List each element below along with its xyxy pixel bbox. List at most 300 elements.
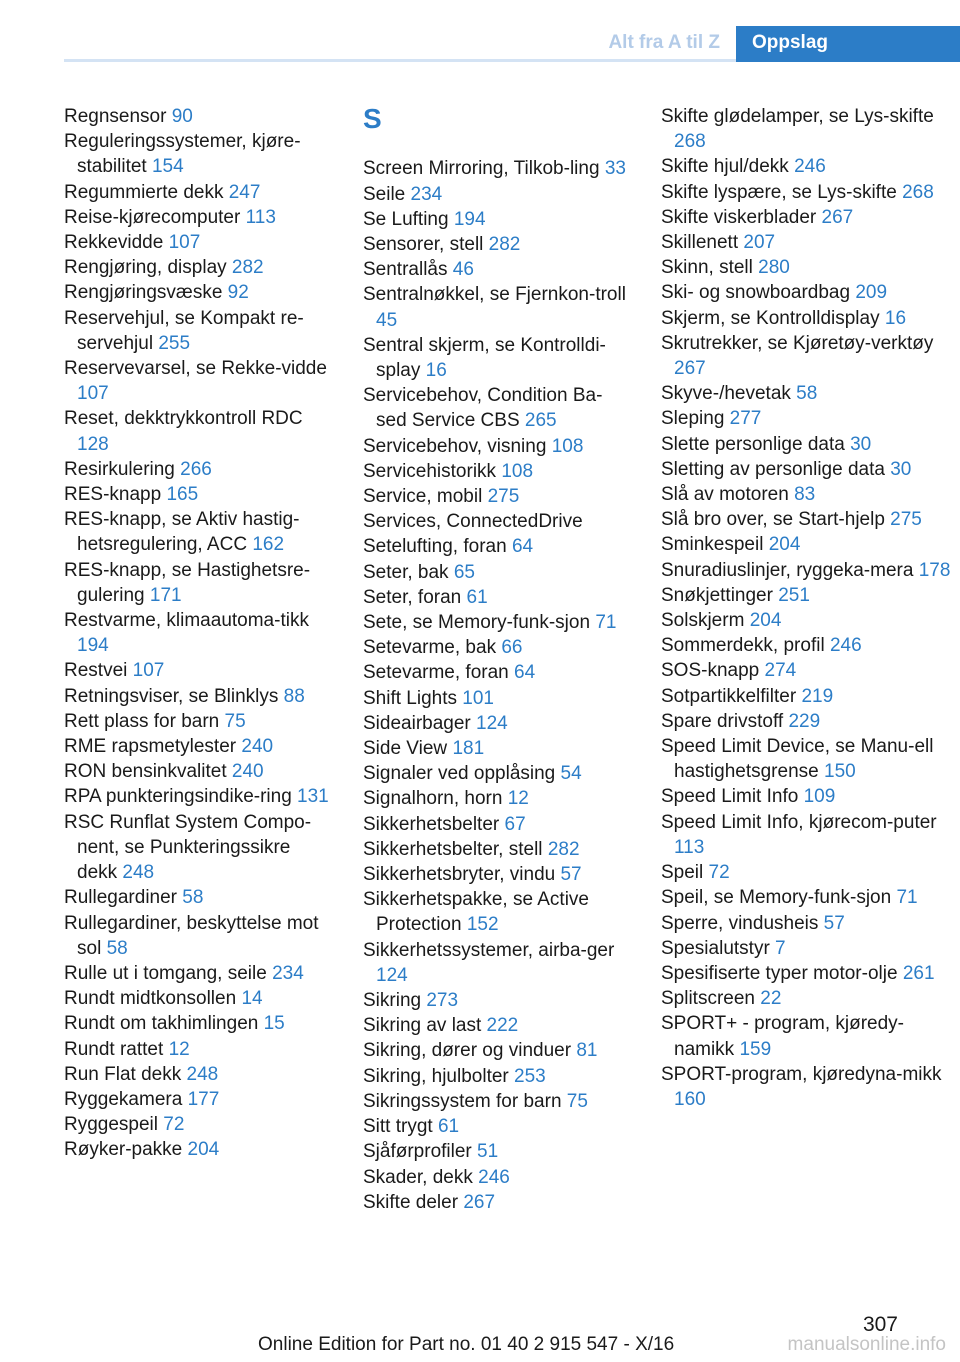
page-link[interactable]: 282 [231,257,264,279]
index-entry-term: Setevarme, foran [363,662,515,684]
index-entry-term: Sotpartikkelfilter [661,685,802,707]
index-entry [661,936,951,961]
index-entry [661,180,951,205]
index-entry-term: Services, ConnectedDrive [363,511,583,533]
index-entry-term: Screen Mirroring, Tilkob-ling [363,158,605,180]
index-entry [64,658,332,683]
index-entry [363,282,631,332]
index-entry-term: Se Lufting [363,208,454,230]
index-entry-term: RPA punkteringsindike-ring [64,786,298,808]
index-entry [64,961,332,986]
watermark-text: manualsonline.info [787,1334,946,1355]
page-link[interactable]: 204 [768,534,801,556]
index-entry [64,558,332,608]
index-entry-term: Rengjøringsvæske [64,282,228,304]
page-link[interactable]: 282 [488,233,521,255]
index-entry-term: RON bensinkvalitet [64,761,232,783]
index-entry [363,383,631,433]
page-link[interactable]: 58 [182,887,204,909]
index-entry [661,230,951,255]
page-link[interactable]: 209 [855,282,888,304]
page-link[interactable]: 108 [501,460,534,482]
page-link[interactable]: 159 [739,1038,772,1060]
index-entry-term: Restvarme, klimaautoma-tikk [64,610,309,632]
index-entry-term: Seter, bak [363,561,454,583]
index-entry-term: Sitt trygt [363,1116,438,1138]
index-entry [64,885,332,910]
index-entry [661,684,951,709]
page-link[interactable]: 30 [850,433,872,455]
index-entry [64,180,332,205]
index-entry [64,810,332,886]
index-entry-term: Rullegardiner [64,887,183,909]
index-entry-term: Skader, dekk [363,1166,479,1188]
index-entry [363,786,631,811]
index-entry [363,660,631,685]
index-entry [363,156,631,181]
index-entry-term: Side View [363,738,453,760]
index-entry-term: Reguleringssystemer, kjøre-stabilitet [64,131,301,178]
index-entry-term: Sideairbager [363,712,477,734]
index-entry [363,887,631,937]
index-entry-term: Speil [661,862,709,884]
index-entry-term: Sikring av last [363,1015,487,1037]
page-link[interactable]: 229 [788,710,821,732]
index-entry-term: Skrutrekker, se Kjøretøy-verktøy [661,332,934,354]
index-entry [661,911,951,936]
index-entry [661,331,951,381]
index-entry [64,1011,332,1036]
page-link[interactable]: 275 [487,486,520,508]
index-entry [661,432,951,457]
page-link[interactable]: 240 [241,736,274,758]
index-entry-term: Sentral skjerm, se Kontrolldi-splay [363,334,606,381]
page-link[interactable]: 113 [674,836,705,858]
index-entry [661,1062,951,1112]
page-link[interactable]: 248 [186,1063,219,1085]
page-link[interactable]: 61 [437,1116,460,1138]
index-entry-term: Skifte viskerblader [661,206,822,228]
page-link[interactable]: 7 [775,937,786,959]
index-entry [64,784,332,809]
index-entry-term: Restvei [64,660,133,682]
index-entry [661,507,951,532]
index-entry [363,1190,631,1215]
page-link[interactable]: 282 [547,838,580,860]
page-link[interactable]: 83 [794,484,816,506]
index-entry [64,986,332,1011]
page-link[interactable]: 273 [426,990,459,1012]
page-link[interactable]: 274 [764,660,797,682]
page-link[interactable]: 222 [486,1015,519,1037]
page-link[interactable]: 128 [77,433,109,455]
index-entry-term: Resirkulering [64,458,181,480]
page-link[interactable]: 57 [823,912,845,934]
page-link[interactable]: 177 [187,1088,220,1110]
index-entry-term: Sikkerhetsbelter, stell [363,838,548,860]
index-entry [661,558,951,583]
page-link[interactable]: 16 [425,360,447,381]
index-entry-term: Reise-kjørecomputer [64,206,246,228]
index-entry-term: Rundt rattet [64,1038,169,1060]
index-entry-term: SPORT+ - program, kjøredy-namikk [661,1013,905,1060]
index-entry [661,280,951,305]
index-entry [661,608,951,633]
index-entry [64,507,332,557]
index-entry [64,1137,332,1162]
index-entry [64,911,332,961]
page-link[interactable]: 246 [829,635,862,657]
index-entry [363,736,631,761]
index-entry [363,534,631,559]
index-entry-term: Skinn, stell [661,257,759,279]
index-entry-term: Regnsensor [64,106,172,127]
index-entry [363,635,631,660]
page-link[interactable]: 255 [158,332,191,354]
index-entry [661,205,951,230]
index-entry [661,633,951,658]
index-entry-term: Service, mobil [363,486,488,508]
index-entry-term: Solskjerm [661,610,750,632]
index-entry [661,1011,951,1061]
index-entry [363,1038,631,1063]
index-entry [661,583,951,608]
index-entry-term: Spesifiserte typer motor-olje [661,962,903,984]
index-entry-term: Skyve-/hevetak [661,383,797,405]
index-entry-term: Slå bro over, se Start-hjelp [661,509,891,531]
index-entry-term: Spare drivstoff [661,710,789,732]
page-link[interactable]: 64 [514,662,536,684]
page-link[interactable]: 107 [77,383,109,405]
index-entry-term: Skifte glødelamper, se Lys-skifte [661,106,934,127]
index-entry-term: Ski- og snowboardbag [661,282,856,304]
page-link[interactable]: 178 [918,559,951,581]
index-entry [64,230,332,255]
page-link[interactable]: 57 [560,864,582,886]
page-link[interactable]: 22 [760,988,782,1010]
page-link[interactable]: 234 [272,962,304,984]
index-entry-term: Sikring, hjulbolter [363,1065,515,1087]
page-link[interactable]: 58 [796,383,818,405]
page-link[interactable]: 67 [504,813,526,835]
index-entry-term: Sentrallås [363,259,453,281]
index-entry-term: Skjerm, se Kontrolldisplay [661,307,885,329]
index-entry-term: Sikringssystem for barn [363,1090,567,1112]
index-entry [363,1064,631,1089]
index-entry [661,306,951,331]
index-entry [661,154,951,179]
index-entry [363,686,631,711]
index-entry [661,381,951,406]
page-link[interactable]: 268 [902,181,934,203]
page-link[interactable]: 71 [595,612,617,634]
page-link[interactable]: 46 [452,259,474,281]
page-link[interactable]: 277 [729,408,762,430]
page-link[interactable]: 265 [524,410,557,432]
page-link[interactable]: 16 [884,307,907,329]
index-entry [64,255,332,280]
index-entry-term: Shift Lights [363,687,463,709]
index-entry [363,232,631,257]
index-entry-term: Sikkerhetsbryter, vindu [363,864,561,886]
index-entry [661,961,951,986]
index-entry-term: Slå av motoren [661,484,795,506]
page-link[interactable]: 268 [674,131,706,153]
index-entry [64,1087,332,1112]
index-entry-term: Sensorer, stell [363,233,489,255]
index-entry [363,938,631,988]
page-link[interactable]: 219 [801,685,834,707]
page-link[interactable]: 12 [507,788,529,810]
page-link[interactable]: 131 [297,786,329,808]
index-entry-term: Signaler ved opplåsing [363,763,561,785]
index-entry [661,482,951,507]
index-entry-term: Servicehistorikk [363,460,502,482]
page-link[interactable]: 194 [453,208,486,230]
page-link[interactable]: 81 [576,1040,598,1062]
page-link[interactable]: 124 [376,964,408,986]
page-link[interactable]: 75 [566,1090,588,1112]
page-link[interactable]: 58 [106,937,128,959]
index-entry-term: Run Flat dekk [64,1063,187,1085]
page-link[interactable]: 72 [163,1114,185,1136]
index-entry [363,207,631,232]
page-link[interactable]: 90 [171,106,193,127]
page-link[interactable]: 207 [743,232,776,254]
index-entry-term: Reservevarsel, se Rekke-vidde [64,358,327,380]
index-entry-term: RSC Runflat System Compo-nent, se Punkteringssikre dekk [64,811,312,884]
edition-note: Online Edition for Part no. 01 40 2 915 547 - X/16 [258,1334,675,1355]
section-tab[interactable]: Alt fra A til Z [608,32,720,53]
page-link[interactable]: 66 [501,637,523,659]
index-entry [363,761,631,786]
index-entry-term: Sete, se Memory-funk-sjon [363,612,596,634]
index-entry [363,711,631,736]
page-link[interactable]: 150 [824,761,856,783]
page-link[interactable]: 64 [511,536,534,558]
index-column-2 [363,104,631,1215]
index-entry-term: RES-knapp, se Hastighetsre-gulering [64,559,311,606]
index-entry-term: Sentralnøkkel, se Fjernkon-troll [363,284,626,306]
index-entry [64,104,332,129]
page-link[interactable]: 71 [896,887,918,909]
page-link[interactable]: 248 [122,862,155,884]
index-entry-term: Speed Limit Device, se Manu-ell hastighetsgrense [661,736,934,783]
page-link[interactable]: 33 [604,158,626,180]
page-link[interactable]: 246 [478,1166,510,1188]
page-link[interactable]: 267 [821,206,854,228]
page-link[interactable]: 280 [758,257,790,279]
page-link[interactable]: 160 [674,1088,706,1110]
page-link[interactable]: 15 [263,1013,285,1035]
index-column-3 [661,104,951,1112]
index-letter-heading: S [363,103,382,134]
index-entry-term: Ryggespeil [64,1114,164,1136]
page-link[interactable]: 61 [466,586,488,608]
page-link[interactable]: 152 [466,914,499,936]
index-entry-term: Sjåførprofiler [363,1141,478,1163]
index-entry [64,759,332,784]
page-link[interactable]: 261 [902,962,935,984]
index-entry [661,255,951,280]
index-entry [661,658,951,683]
page-link[interactable]: 204 [187,1139,220,1161]
index-entry [64,1037,332,1062]
page-link[interactable]: 154 [151,156,184,178]
index-entry [661,784,951,809]
page-link[interactable]: 109 [803,786,836,808]
index-entry-term: Sikkerhetspakke, se Active Protection [363,889,589,936]
index-entry-term: Ryggekamera [64,1088,188,1110]
chapter-tab[interactable]: Oppslag [736,26,960,62]
index-entry-term: Servicebehov, Condition Ba-sed Service CBS [363,385,603,432]
index-entry-term: Rengjøring, display [64,257,232,279]
index-entry-term: Sperre, vindusheis [661,912,824,934]
index-entry-term: Sminkespeil [661,534,769,556]
page-link[interactable]: 266 [180,458,212,480]
page-link[interactable]: 162 [252,534,285,556]
page-link[interactable]: 181 [452,738,485,760]
index-entry-term: Røyker-pakke [64,1139,188,1161]
page-link[interactable]: 234 [410,183,443,205]
index-entry [363,988,631,1013]
index-entry-term: Slette personlige data [661,433,851,455]
index-entry-term: Rett plass for barn [64,710,225,732]
index-entry [661,532,951,557]
page-number: 307 [862,1313,898,1336]
index-entry [363,1089,631,1114]
index-entry-term: Skifte deler [363,1191,464,1213]
page-link[interactable]: 51 [477,1141,499,1163]
index-entry-term: Rullegardiner, beskyttelse mot sol [64,912,319,959]
index-entry-term: Rundt midtkonsollen [64,988,242,1010]
index-column-1 [64,104,332,1163]
index-entry-term: Reset, dekktrykkontroll RDC [64,408,303,430]
index-entry [64,734,332,759]
page-link[interactable]: 54 [560,763,582,785]
index-entry [363,862,631,887]
index-entry [64,280,332,305]
page-link[interactable]: 30 [890,458,912,480]
index-entry-term: Reservehjul, se Kompakt re-servehjul [64,307,304,354]
index-entry-term: Skillenett [661,232,744,254]
index-entry-term: Spesialutstyr [661,937,776,959]
page-link[interactable]: 267 [463,1191,496,1213]
index-entry-term: Sletting av personlige data [661,458,891,480]
index-entry [363,1013,631,1038]
page-link[interactable]: 107 [168,232,201,254]
index-entry [363,585,631,610]
page-link[interactable]: 246 [794,156,826,178]
index-entry-term: SPORT-program, kjøredyna-mikk [661,1063,942,1085]
index-entry-term: Rekkevidde [64,232,169,254]
page-link[interactable]: 267 [674,358,706,380]
index-entry [64,406,332,456]
index-entry-term: Speed Limit Info [661,786,804,808]
index-entry [363,812,631,837]
page-link[interactable]: 14 [241,988,263,1010]
page-link[interactable]: 107 [132,660,165,682]
index-entry [363,484,631,509]
page-link[interactable]: 251 [778,584,810,606]
index-entry [363,434,631,459]
page-link[interactable]: 240 [231,761,264,783]
index-entry [363,610,631,635]
page-link[interactable]: 113 [245,206,276,228]
index-entry-term: Rundt om takhimlingen [64,1013,264,1035]
index-entry-term: SOS-knapp [661,660,765,682]
page-link[interactable]: 12 [168,1038,190,1060]
index-entry [363,560,631,585]
index-entry [661,709,951,734]
index-entry [661,810,951,860]
index-entry [363,182,631,207]
page-link[interactable]: 275 [890,509,922,531]
index-entry-term: Skifte lyspære, se Lys-skifte [661,181,903,203]
index-entry-term: Splitscreen [661,988,761,1010]
page-link[interactable]: 124 [476,712,508,734]
index-entry-term: Sikkerhetssystemer, airba-ger [363,939,615,961]
page-link[interactable]: 72 [708,862,730,884]
index-entry [661,885,951,910]
page-link[interactable]: 165 [166,484,199,506]
index-entry-term: Skifte hjul/dekk [661,156,795,178]
page-link[interactable]: 108 [551,435,584,457]
index-entry [64,306,332,356]
page-link[interactable]: 204 [749,610,782,632]
index-entry-term: Servicebehov, visning [363,435,552,457]
page-link[interactable]: 253 [514,1065,546,1087]
page-link[interactable]: 75 [224,710,246,732]
index-entry-term: RES-knapp, se Aktiv hastig-hetsregulering, ACC [64,509,300,556]
index-entry [363,1139,631,1164]
page-link[interactable]: 45 [376,309,398,331]
index-entry-term: Sleping [661,408,730,430]
page-link[interactable]: 194 [77,635,109,657]
index-entry [64,684,332,709]
index-entry [64,482,332,507]
page-link[interactable]: 88 [283,685,305,707]
index-entry-term: Snuradiuslinjer, ryggeka-mera [661,559,919,581]
index-entry-term: Sikring [363,990,427,1012]
page-link[interactable]: 247 [228,181,261,203]
page-link[interactable]: 65 [453,561,475,583]
index-entry-term: RES-knapp [64,484,167,506]
index-entry [363,333,631,383]
index-entry [363,459,631,484]
index-entry [661,734,951,784]
index-entry [661,986,951,1011]
page-link[interactable]: 171 [149,584,182,606]
index-entry-term: Seile [363,183,411,205]
index-entry-term: Seter, foran [363,586,467,608]
index-entry [64,1112,332,1137]
index-entry-term: Speil, se Memory-funk-sjon [661,887,897,909]
index-entry-term: Sikring, dører og vinduer [363,1040,577,1062]
index-entry-term: Speed Limit Info, kjørecom-puter [661,811,937,833]
index-entry [64,205,332,230]
index-entry [661,457,951,482]
index-entry [363,837,631,862]
index-entry-term: Setelufting, foran [363,536,512,558]
index-entry [363,1165,631,1190]
page-link[interactable]: 101 [462,687,494,709]
index-entry-term: Snøkjettinger [661,584,779,606]
index-entry-term: Signalhorn, horn [363,788,508,810]
page-link[interactable]: 92 [227,282,249,304]
index-entry-term: Rulle ut i tomgang, seile [64,962,273,984]
index-entry [64,457,332,482]
